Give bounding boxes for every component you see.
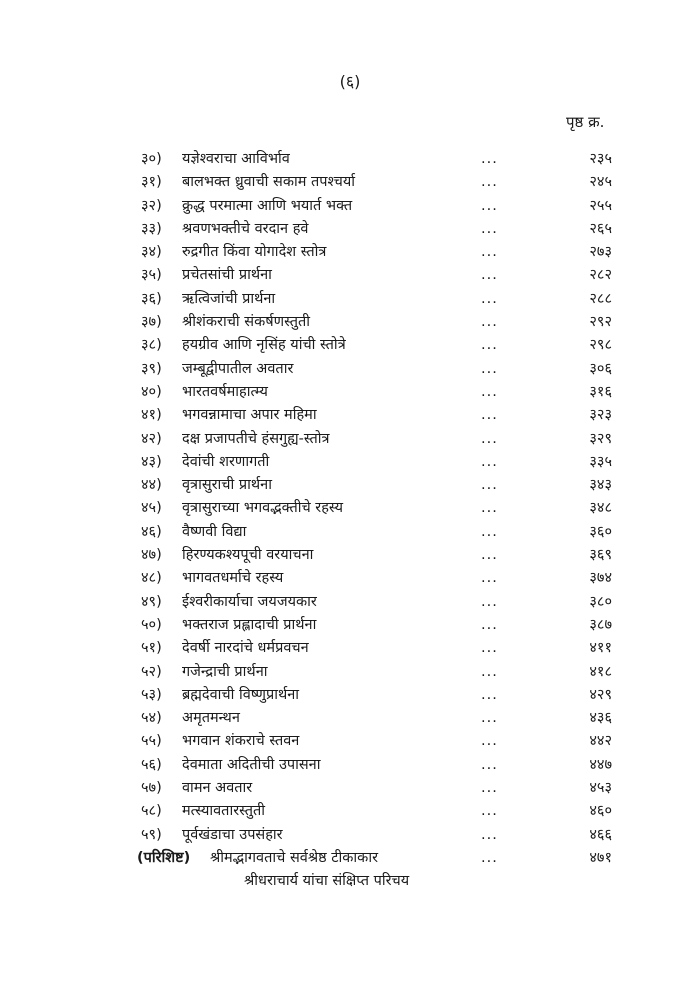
toc-entry bbox=[0, 777, 700, 800]
toc-entry-title: पूर्वखंडाचा उपसंहार bbox=[182, 826, 283, 843]
toc-entry-title: भगवान शंकराचे स्तवन bbox=[182, 733, 300, 750]
toc-entry-title: वृत्रासुराची प्रार्थना bbox=[182, 477, 272, 494]
toc-entry-page: ३८७ bbox=[589, 616, 612, 633]
toc-entry bbox=[0, 404, 700, 427]
toc-dots: ... bbox=[481, 523, 498, 540]
toc-entry bbox=[0, 358, 700, 381]
toc-entry bbox=[0, 614, 700, 637]
toc-entry-title: हयग्रीव आणि नृसिंह यांची स्तोत्रे bbox=[182, 337, 346, 354]
toc-entry-number: ५२) bbox=[141, 663, 162, 680]
toc-entry-number: ३६) bbox=[141, 290, 162, 307]
toc-entry-page: ४१८ bbox=[589, 663, 612, 680]
toc-dots: ... bbox=[481, 500, 498, 517]
appendix-title: श्रीमद्भागवताचे सर्वश्रेष्ठ टीकाकार bbox=[210, 849, 379, 866]
toc-entry-page: २८२ bbox=[589, 267, 612, 284]
toc-entry-page: ३२३ bbox=[589, 407, 612, 424]
toc-dots: ... bbox=[481, 360, 498, 377]
toc-entry-title: श्रवणभक्तीचे वरदान हवे bbox=[182, 220, 309, 237]
toc-entry bbox=[0, 637, 700, 660]
toc-entry bbox=[0, 661, 700, 684]
toc-dots: ... bbox=[481, 244, 498, 261]
toc-entry bbox=[0, 334, 700, 357]
toc-entry-number: ३४) bbox=[141, 244, 162, 261]
toc-entry-page: २९८ bbox=[589, 337, 612, 354]
appendix-subtitle: श्रीधराचार्य यांचा संक्षिप्त परिचय bbox=[244, 873, 410, 890]
toc-entry-number: ४१) bbox=[141, 407, 162, 424]
toc-entry-title: ऋत्विजांची प्रार्थना bbox=[182, 290, 276, 307]
toc-entry-page: ३४३ bbox=[589, 477, 612, 494]
toc-dots: ... bbox=[481, 174, 498, 191]
toc-entry-page: ४६० bbox=[589, 803, 612, 820]
toc-entry-page: ३०६ bbox=[589, 360, 612, 377]
toc-entry-title: देवमाता अदितीची उपासना bbox=[182, 756, 321, 773]
appendix-row bbox=[0, 847, 700, 870]
toc-entry-number: ३३) bbox=[141, 220, 162, 237]
toc-entry bbox=[0, 218, 700, 241]
toc-dots: ... bbox=[481, 686, 498, 703]
toc-dots: ... bbox=[481, 616, 498, 633]
toc-dots: ... bbox=[481, 547, 498, 564]
toc-entry-page: ४११ bbox=[589, 640, 612, 657]
toc-entry bbox=[0, 800, 700, 823]
toc-entry-title: यज्ञेश्वराचा आविर्भाव bbox=[182, 151, 290, 167]
toc-entry bbox=[0, 171, 700, 194]
toc-entry-number: ५५) bbox=[141, 733, 162, 750]
toc-entry-page: ३६० bbox=[589, 523, 612, 540]
toc-entry-number: ५६) bbox=[141, 756, 162, 773]
toc-entry-page: २५५ bbox=[589, 197, 612, 214]
toc-entry-page: ३३५ bbox=[589, 453, 612, 470]
toc-entry bbox=[0, 264, 700, 287]
toc-entry bbox=[0, 451, 700, 474]
toc-dots: ... bbox=[481, 383, 498, 400]
toc-entry-page: ३२९ bbox=[589, 430, 612, 447]
toc-dots: ... bbox=[481, 849, 498, 866]
table-of-contents bbox=[0, 148, 700, 894]
toc-entry-page: ३७४ bbox=[589, 570, 612, 587]
toc-entry-title: वैष्णवी विद्या bbox=[182, 523, 247, 540]
toc-entry-page: २८८ bbox=[589, 290, 612, 307]
toc-entry-title: बालभक्त ध्रुवाची सकाम तपश्चर्या bbox=[182, 174, 356, 191]
toc-entry bbox=[0, 288, 700, 311]
toc-entry-number: ५३) bbox=[141, 686, 162, 703]
toc-entry-title: प्रचेतसांची प्रार्थना bbox=[182, 267, 272, 284]
toc-entry-page: ४५३ bbox=[589, 780, 612, 797]
toc-entry-number: ३५) bbox=[141, 267, 162, 284]
toc-entry-page: ४६६ bbox=[589, 826, 612, 843]
toc-entry-number: ५९) bbox=[141, 826, 162, 843]
toc-entry-title: भारतवर्षमाहात्म्य bbox=[182, 383, 268, 400]
toc-dots: ... bbox=[481, 453, 498, 470]
toc-entry bbox=[0, 591, 700, 614]
toc-entry-title: ब्रह्मदेवाची विष्णुप्रार्थना bbox=[182, 686, 300, 703]
toc-entry-number: ५०) bbox=[141, 616, 162, 633]
toc-entry bbox=[0, 381, 700, 404]
toc-dots: ... bbox=[481, 477, 498, 494]
toc-entry-title: वृत्रासुराच्या भगवद्भक्तीचे रहस्य bbox=[182, 500, 343, 517]
toc-entry-number: ३७) bbox=[141, 314, 162, 331]
toc-dots: ... bbox=[481, 220, 498, 237]
toc-entry-page: ४२९ bbox=[589, 686, 612, 703]
page-number: (६) bbox=[339, 72, 361, 91]
toc-entry-page: ४३६ bbox=[589, 710, 612, 727]
toc-dots: ... bbox=[481, 314, 498, 331]
toc-entry bbox=[0, 428, 700, 451]
toc-entry-number: ३२) bbox=[141, 197, 162, 214]
toc-entry bbox=[0, 148, 700, 171]
toc-entry-page: ३४८ bbox=[589, 500, 612, 517]
toc-entry bbox=[0, 497, 700, 520]
toc-entry-title: भगवन्नामाचा अपार महिमा bbox=[182, 407, 317, 424]
toc-entry-number: ४५) bbox=[141, 500, 162, 517]
toc-dots: ... bbox=[481, 710, 498, 727]
toc-entry-number: ४६) bbox=[141, 523, 162, 540]
toc-entry-title: रुद्रगीत किंवा योगादेश स्तोत्र bbox=[182, 244, 327, 261]
toc-entry-title: जम्बूद्वीपातील अवतार bbox=[182, 360, 294, 377]
toc-entry-page: २६५ bbox=[589, 220, 612, 237]
toc-entry-number: ४९) bbox=[141, 593, 162, 610]
toc-entry-number: ५१) bbox=[141, 640, 162, 657]
toc-entry-title: ईश्वरीकार्याचा जयजयकार bbox=[182, 593, 317, 610]
toc-entry bbox=[0, 195, 700, 218]
toc-dots: ... bbox=[481, 267, 498, 284]
toc-entry-title: भक्तराज प्रह्लादाची प्रार्थना bbox=[182, 616, 317, 633]
toc-dots: ... bbox=[481, 640, 498, 657]
toc-entry bbox=[0, 311, 700, 334]
toc-dots: ... bbox=[481, 407, 498, 424]
toc-entry-number: ५७) bbox=[141, 780, 162, 797]
toc-entry-page: ३८० bbox=[589, 593, 612, 610]
toc-dots: ... bbox=[481, 663, 498, 680]
toc-dots: ... bbox=[481, 826, 498, 843]
toc-entry-title: मत्स्यावतारस्तुती bbox=[182, 803, 266, 820]
toc-entry bbox=[0, 824, 700, 847]
appendix-page: ४७१ bbox=[589, 849, 612, 866]
toc-entry-number: ३१) bbox=[141, 174, 162, 191]
toc-dots: ... bbox=[481, 197, 498, 214]
toc-entry-page: २९२ bbox=[589, 314, 612, 331]
toc-dots: ... bbox=[481, 290, 498, 307]
toc-entry-number: ५८) bbox=[141, 803, 162, 820]
toc-entry-title: देवांची शरणागती bbox=[182, 453, 270, 470]
toc-entry-title: श्रीशंकराची संकर्षणस्तुती bbox=[182, 314, 311, 331]
toc-entry-number: ३९) bbox=[141, 360, 162, 377]
toc-dots: ... bbox=[481, 570, 498, 587]
toc-entry-page: २४५ bbox=[589, 174, 612, 191]
toc-entry bbox=[0, 730, 700, 753]
toc-entry-number: ४०) bbox=[141, 383, 162, 400]
toc-dots: ... bbox=[481, 151, 498, 167]
toc-entry-number: ४७) bbox=[141, 547, 162, 564]
toc-entry bbox=[0, 474, 700, 497]
toc-entry bbox=[0, 707, 700, 730]
toc-entry-page: ४४७ bbox=[589, 756, 612, 773]
toc-entry-number: ५४) bbox=[141, 710, 162, 727]
toc-entry bbox=[0, 567, 700, 590]
appendix-subtitle-row bbox=[0, 870, 700, 893]
toc-dots: ... bbox=[481, 803, 498, 820]
toc-entry-title: हिरण्यकश्यपूची वरयाचना bbox=[182, 547, 314, 564]
toc-entry-number: ३८) bbox=[141, 337, 162, 354]
toc-entry-page: २७३ bbox=[589, 244, 612, 261]
toc-entry bbox=[0, 544, 700, 567]
toc-dots: ... bbox=[481, 593, 498, 610]
toc-dots: ... bbox=[481, 337, 498, 354]
toc-dots: ... bbox=[481, 780, 498, 797]
toc-entry-title: अमृतमन्थन bbox=[182, 710, 240, 727]
appendix-label: (परिशिष्ट) bbox=[137, 849, 191, 866]
toc-entry-title: भागवतधर्माचे रहस्य bbox=[182, 570, 284, 587]
toc-dots: ... bbox=[481, 756, 498, 773]
toc-entry-title: देवर्षी नारदांचे धर्मप्रवचन bbox=[182, 640, 309, 657]
toc-entry-title: गजेन्द्राची प्रार्थना bbox=[182, 663, 268, 680]
toc-entry-number: ३०) bbox=[141, 151, 162, 167]
toc-entry-number: ४२) bbox=[141, 430, 162, 447]
toc-entry bbox=[0, 684, 700, 707]
toc-entry bbox=[0, 754, 700, 777]
toc-entry-page: ४४२ bbox=[589, 733, 612, 750]
toc-entry-number: ४८) bbox=[141, 570, 162, 587]
toc-entry-page: ३१६ bbox=[589, 383, 612, 400]
toc-entry-number: ४४) bbox=[141, 477, 162, 494]
toc-entry-number: ४३) bbox=[141, 453, 162, 470]
toc-entry-title: क्रुद्ध परमात्मा आणि भयार्त भक्त bbox=[182, 197, 353, 214]
toc-entry bbox=[0, 521, 700, 544]
toc-dots: ... bbox=[481, 430, 498, 447]
toc-entry-title: दक्ष प्रजापतीचे हंसगुह्य-स्तोत्र bbox=[182, 430, 330, 447]
toc-dots: ... bbox=[481, 733, 498, 750]
toc-entry bbox=[0, 241, 700, 264]
toc-entry-page: २३५ bbox=[589, 151, 612, 167]
toc-entry-page: ३६९ bbox=[589, 547, 612, 564]
toc-entry-title: वामन अवतार bbox=[182, 780, 253, 797]
page-column-header: पृष्ठ क्र. bbox=[566, 113, 605, 131]
